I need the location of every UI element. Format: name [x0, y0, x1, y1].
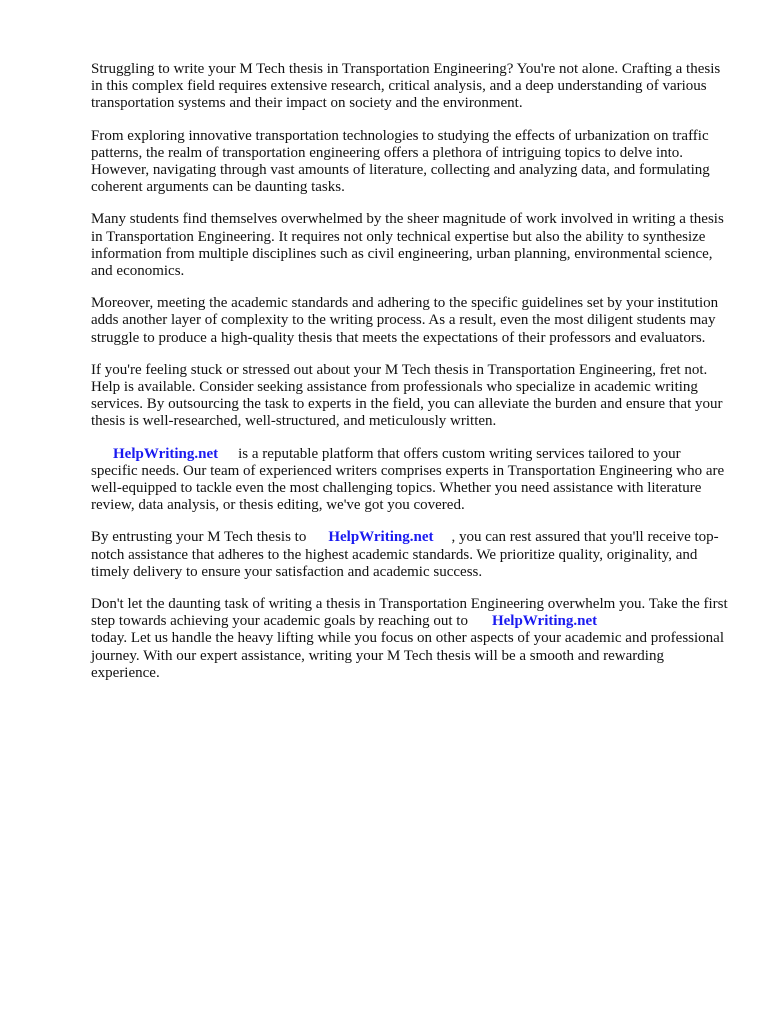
helpwriting-link[interactable]: HelpWriting.net [113, 445, 219, 462]
paragraph-closing-after: today. Let us handle the heavy lifting while you focus on other aspects of your academic and professional journey. With our expert assistance, writing your M Tech thesis will be a smooth and rewarding experience. [91, 630, 725, 681]
paragraph-entrust-before: By entrusting your M Tech thesis to [91, 529, 307, 546]
helpwriting-link[interactable]: HelpWriting.net [491, 613, 598, 630]
paragraph-closing-before: Don't let the daunting task of writing a thesis in Transportation Engineering overwhelm you. Take the first step towards achieving your academic goals by reaching out to [91, 596, 728, 630]
helpwriting-link[interactable]: HelpWriting.net [328, 529, 434, 546]
paragraph-intro: Struggling to write your M Tech thesis in Transportation Engineering? You're not alone. Crafting a thesis in this complex field requires extensive research, critical analysis, and a deep understanding of various transportation systems and their impact on society and the environment. [91, 61, 721, 112]
paragraph-platform-text: is a reputable platform that offers custom writing services tailored to your specific needs. Our team of experienced writers comprises experts in Transportation Engineering who are well-equipped to tackle even the most challenging topics. Whether you need assistance with literature review, data analysis, or thesis editing, we've got you covered. [91, 445, 725, 514]
paragraph-help: If you're feeling stuck or stressed out about your M Tech thesis in Transportation Engineering, fret not. Help is available. Consider seeking assistance from professionals who specialize in academic writing services. By outsourcing the task to experts in the field, you can alleviate the burden and ensure that your thesis is well-researched, well-structured, and meticulously written. [91, 361, 723, 430]
paragraph-platform [91, 446, 731, 515]
document-page [91, 61, 731, 697]
paragraph-entrust-after: , you can rest assured that you'll receive top-notch assistance that adheres to the highest academic standards. We prioritize quality, originality, and timely delivery to ensure your satisfaction and academic success. [91, 529, 719, 580]
paragraph-topics: From exploring innovative transportation technologies to studying the effects of urbanization on traffic patterns, the realm of transportation engineering offers a plethora of intriguing topics to delve into. However, navigating through vast amounts of literature, collecting and analyzing data, and formulating coherent arguments can be daunting tasks. [91, 127, 710, 196]
paragraph-closing [91, 596, 731, 682]
paragraph-overwhelm: Many students find themselves overwhelmed by the sheer magnitude of work involved in writing a thesis in Transportation Engineering. It requires not only technical expertise but also the ability to synthesize information from multiple disciplines such as civil engineering, urban planning, environmental science, and economics. [91, 211, 724, 280]
paragraph-entrust [91, 529, 731, 581]
paragraph-standards: Moreover, meeting the academic standards and adhering to the specific guidelines set by your institution adds another layer of complexity to the writing process. As a result, even the most diligent students may struggle to produce a high-quality thesis that meets the expectations of their professors and evaluators. [91, 295, 719, 346]
